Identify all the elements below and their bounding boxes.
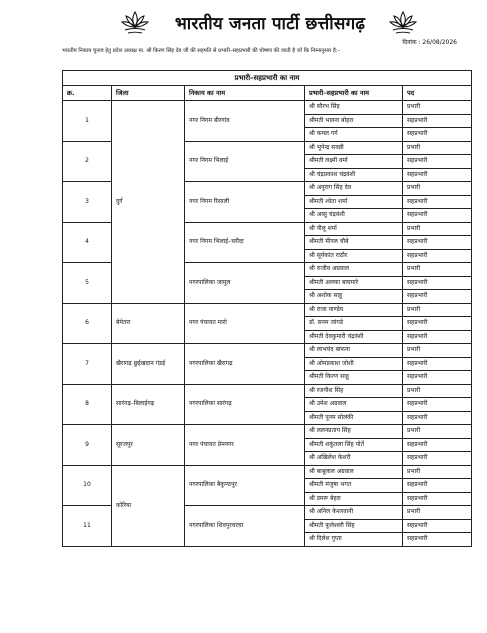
member-name-cell: श्री चंद्रप्रकाश चंद्रवंशी: [305, 168, 403, 182]
body-name-cell: नगर निगम बीरगांव: [185, 101, 305, 142]
table-row: [63, 384, 472, 398]
member-post-cell: सहप्रभारी: [403, 371, 472, 385]
body-name-cell: नगरपालिका शिवपुरचरचा: [185, 506, 305, 547]
district-cell: कोरिया: [112, 465, 185, 546]
member-post-cell: सहप्रभारी: [403, 479, 472, 493]
serial-number-cell: 10: [63, 465, 112, 506]
table-caption: प्रभारी–सहप्रभारी का नाम: [63, 71, 472, 86]
member-post-cell: प्रभारी: [403, 506, 472, 520]
district-cell: खैरागढ़ छुईखदान गंडई: [112, 344, 185, 385]
body-name-cell: नगरपालिका बैकुण्ठपुर: [185, 465, 305, 506]
member-post-cell: प्रभारी: [403, 384, 472, 398]
member-name-cell: श्री अखिलेश केशरी: [305, 452, 403, 466]
serial-number-cell: 2: [63, 141, 112, 182]
member-post-cell: सहप्रभारी: [403, 317, 472, 331]
member-name-cell: श्री सौरभ सिंह: [305, 101, 403, 115]
member-post-cell: सहप्रभारी: [403, 452, 472, 466]
serial-number-cell: 1: [63, 101, 112, 142]
member-post-cell: सहप्रभारी: [403, 114, 472, 128]
member-post-cell: प्रभारी: [403, 101, 472, 115]
table-body: [63, 71, 472, 547]
table-row: [63, 303, 472, 317]
body-name-cell: नगरपालिका खैरागढ़: [185, 344, 305, 385]
column-header: प्रभारी–सहप्रभारी का नाम: [305, 86, 403, 101]
member-post-cell: सहप्रभारी: [403, 398, 472, 412]
member-name-cell: श्री ललनप्रताप सिंह: [305, 425, 403, 439]
body-name-cell: नगर निगम भिलाई–चरौदा: [185, 222, 305, 263]
member-name-cell: श्री नीलू शर्मा: [305, 222, 403, 236]
member-post-cell: सहप्रभारी: [403, 357, 472, 371]
table-row: [63, 101, 472, 115]
intro-paragraph: भारतीय निकाय चुनाव हेतु प्रदेश अध्यक्ष मा. श्री किरण सिंह देव जी की सहमति से प्रभारी–सहप्रभारी की घोषणा की जाती है जो कि निम्नानुसार है:–: [62, 48, 341, 54]
member-post-cell: प्रभारी: [403, 141, 472, 155]
member-name-cell: श्री राजा पाण्डेय: [305, 303, 403, 317]
member-name-cell: श्री अनिल केशरवानी: [305, 506, 403, 520]
member-name-cell: श्री अनुराग सिंह देव: [305, 182, 403, 196]
member-post-cell: सहप्रभारी: [403, 249, 472, 263]
serial-number-cell: 3: [63, 182, 112, 223]
member-name-cell: श्री रजनीश सिंह: [305, 384, 403, 398]
district-cell: दुर्ग: [112, 101, 185, 304]
district-cell: बेमेतरा: [112, 303, 185, 344]
member-name-cell: श्री उमेश अग्रवाल: [305, 398, 403, 412]
member-name-cell: श्री बाबूलाल अग्रवाल: [305, 465, 403, 479]
member-name-cell: श्रीमती पूनम सोलंकी: [305, 411, 403, 425]
member-post-cell: सहप्रभारी: [403, 290, 472, 304]
member-post-cell: सहप्रभारी: [403, 155, 472, 169]
member-name-cell: श्री सूर्यकांत राठौर: [305, 249, 403, 263]
member-name-cell: श्रीमती शकुंतला सिंह पोर्ते: [305, 438, 403, 452]
member-post-cell: प्रभारी: [403, 303, 472, 317]
body-name-cell: नगरपालिका जामुल: [185, 263, 305, 304]
member-post-cell: सहप्रभारी: [403, 438, 472, 452]
serial-number-cell: 9: [63, 425, 112, 466]
member-name-cell: श्रीमती श्वेता शर्मा: [305, 195, 403, 209]
member-name-cell: श्री ओमप्रकाश जोशी: [305, 357, 403, 371]
member-post-cell: सहप्रभारी: [403, 195, 472, 209]
member-post-cell: सहप्रभारी: [403, 128, 472, 142]
table-header-row: [63, 86, 472, 101]
member-name-cell: श्रीमती अलका बाघमारे: [305, 276, 403, 290]
member-post-cell: प्रभारी: [403, 263, 472, 277]
body-name-cell: नगर पंचायत मारो: [185, 303, 305, 344]
member-name-cell: श्री आसु चंद्रवंशी: [305, 209, 403, 223]
member-post-cell: सहप्रभारी: [403, 276, 472, 290]
column-header: क्र.: [63, 86, 112, 101]
member-name-cell: श्री लाभचंद बाफना: [305, 344, 403, 358]
member-name-cell: श्री राजीव अग्रवाल: [305, 263, 403, 277]
member-name-cell: श्री कमल गर्ग: [305, 128, 403, 142]
member-name-cell: डॉ. सनम जांगडे: [305, 317, 403, 331]
serial-number-cell: 6: [63, 303, 112, 344]
body-name-cell: नगर पंचायत प्रेमनगर: [185, 425, 305, 466]
member-post-cell: प्रभारी: [403, 425, 472, 439]
member-name-cell: श्रीमती लक्ष्मी वर्मा: [305, 155, 403, 169]
letterhead: [0, 8, 487, 38]
member-name-cell: श्री डमरू बेहरा: [305, 492, 403, 506]
table-row: [63, 425, 472, 439]
document-date: दिनांक : 26/08/2026: [402, 39, 457, 46]
body-name-cell: नगर निगम भिलाई: [185, 141, 305, 182]
member-post-cell: सहप्रभारी: [403, 519, 472, 533]
serial-number-cell: 11: [63, 506, 112, 547]
table-row: [63, 465, 472, 479]
member-post-cell: सहप्रभारी: [403, 492, 472, 506]
party-title: भारतीय जनता पार्टी छत्तीसगढ़: [174, 14, 366, 34]
serial-number-cell: 7: [63, 344, 112, 385]
column-header: निकाय का नाम: [185, 86, 305, 101]
serial-number-cell: 8: [63, 384, 112, 425]
member-post-cell: सहप्रभारी: [403, 411, 472, 425]
member-post-cell: सहप्रभारी: [403, 533, 472, 547]
district-cell: सारंगढ़–बिलाईगढ़: [112, 384, 185, 425]
member-name-cell: श्रीमती फुलेश्वरी सिंह: [305, 519, 403, 533]
serial-number-cell: 4: [63, 222, 112, 263]
body-name-cell: नगरपालिका सारंगढ़: [185, 384, 305, 425]
member-post-cell: प्रभारी: [403, 344, 472, 358]
table-caption-row: [63, 71, 472, 86]
column-header: पद: [403, 86, 472, 101]
member-post-cell: प्रभारी: [403, 182, 472, 196]
member-post-cell: प्रभारी: [403, 222, 472, 236]
body-name-cell: नगर निगम रिसाली: [185, 182, 305, 223]
member-post-cell: सहप्रभारी: [403, 168, 472, 182]
incharge-table: [62, 70, 472, 547]
column-header: जिला: [112, 86, 185, 101]
member-name-cell: श्री अशोक साहू: [305, 290, 403, 304]
table-row: [63, 344, 472, 358]
member-name-cell: श्रीमती मंजुषा भगत: [305, 479, 403, 493]
member-name-cell: श्री भूपेन्द्र सवन्नी: [305, 141, 403, 155]
member-name-cell: श्रीमती देवकुमारी चंद्रवंशी: [305, 330, 403, 344]
member-post-cell: प्रभारी: [403, 465, 472, 479]
member-post-cell: सहप्रभारी: [403, 209, 472, 223]
member-post-cell: सहप्रभारी: [403, 236, 472, 250]
member-name-cell: श्रीमती मीनल चौबे: [305, 236, 403, 250]
member-name-cell: श्री दिलेश गुप्ता: [305, 533, 403, 547]
district-cell: सूरजपुर: [112, 425, 185, 466]
lotus-icon: [388, 8, 418, 36]
member-name-cell: श्रीमती भावना बोहरा: [305, 114, 403, 128]
member-post-cell: सहप्रभारी: [403, 330, 472, 344]
serial-number-cell: 5: [63, 263, 112, 304]
lotus-icon: [120, 8, 150, 36]
member-name-cell: श्रीमती किरण साहू: [305, 371, 403, 385]
